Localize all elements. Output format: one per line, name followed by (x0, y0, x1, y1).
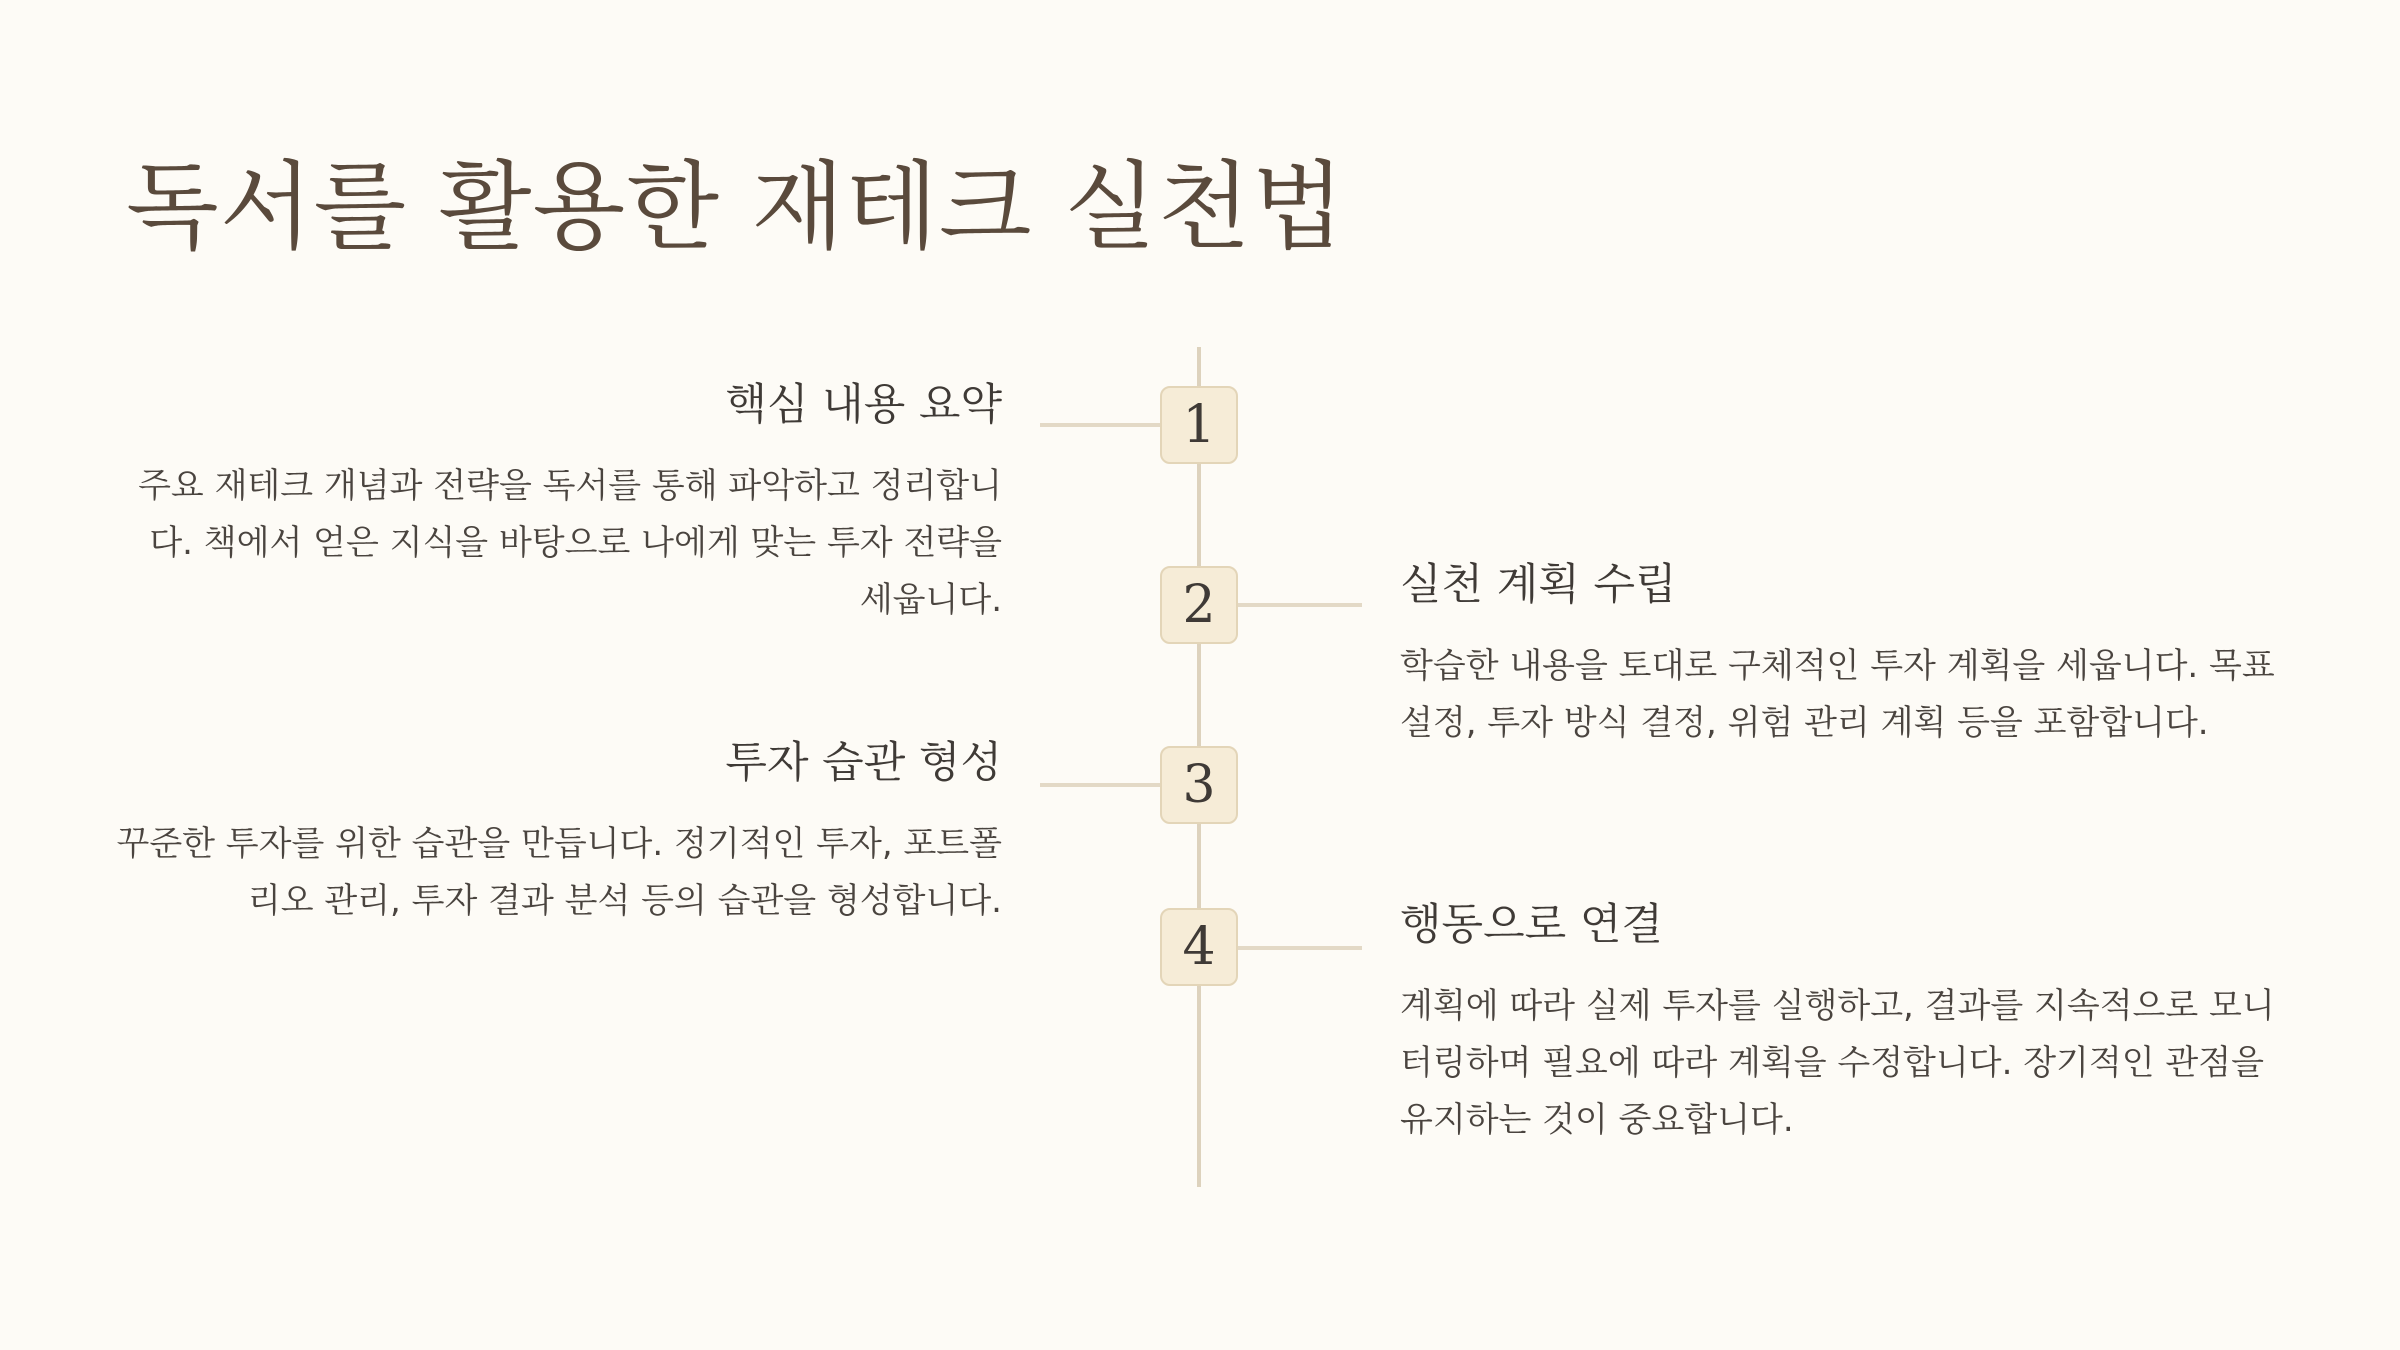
step-2-description: 학습한 내용을 토대로 구체적인 투자 계획을 세웁니다. 목표 설정, 투자 방식 결정, 위험 관리 계획 등을 포함합니다. (1400, 645, 2275, 743)
step-4-heading: 행동으로 연결 (1400, 900, 1663, 950)
page-title: 독서를 활용한 재테크 실천법 (126, 151, 1346, 263)
step-1-item (126, 380, 1002, 629)
step-3-connector (1040, 783, 1160, 787)
step-4-item (1400, 900, 2280, 1149)
step-3-heading: 투자 습관 형성 (725, 738, 1002, 788)
step-3-marker: 3 (1160, 746, 1238, 824)
step-1-marker: 1 (1160, 386, 1238, 464)
step-1-description: 주요 재테크 개념과 전략을 독서를 통해 파악하고 정리합니다. 책에서 얻은 지식을 바탕으로 나에게 맞는 투자 전략을 세웁니다. (138, 465, 1002, 620)
step-2-heading: 실천 계획 수립 (1400, 560, 1677, 610)
step-2-marker: 2 (1160, 566, 1238, 644)
step-2-item (1400, 560, 2280, 752)
step-1-heading: 핵심 내용 요약 (725, 380, 1002, 430)
step-4-connector (1238, 946, 1362, 950)
step-3-item (110, 738, 1002, 930)
step-2-connector (1238, 603, 1362, 607)
step-3-description: 꾸준한 투자를 위한 습관을 만듭니다. 정기적인 투자, 포트폴리오 관리, 투자 결과 분석 등의 습관을 형성합니다. (116, 823, 1002, 921)
step-1-connector (1040, 423, 1160, 427)
step-4-description: 계획에 따라 실제 투자를 실행하고, 결과를 지속적으로 모니터링하며 필요에 따라 계획을 수정합니다. 장기적인 관점을 유지하는 것이 중요합니다. (1400, 985, 2275, 1140)
step-4-marker: 4 (1160, 908, 1238, 986)
